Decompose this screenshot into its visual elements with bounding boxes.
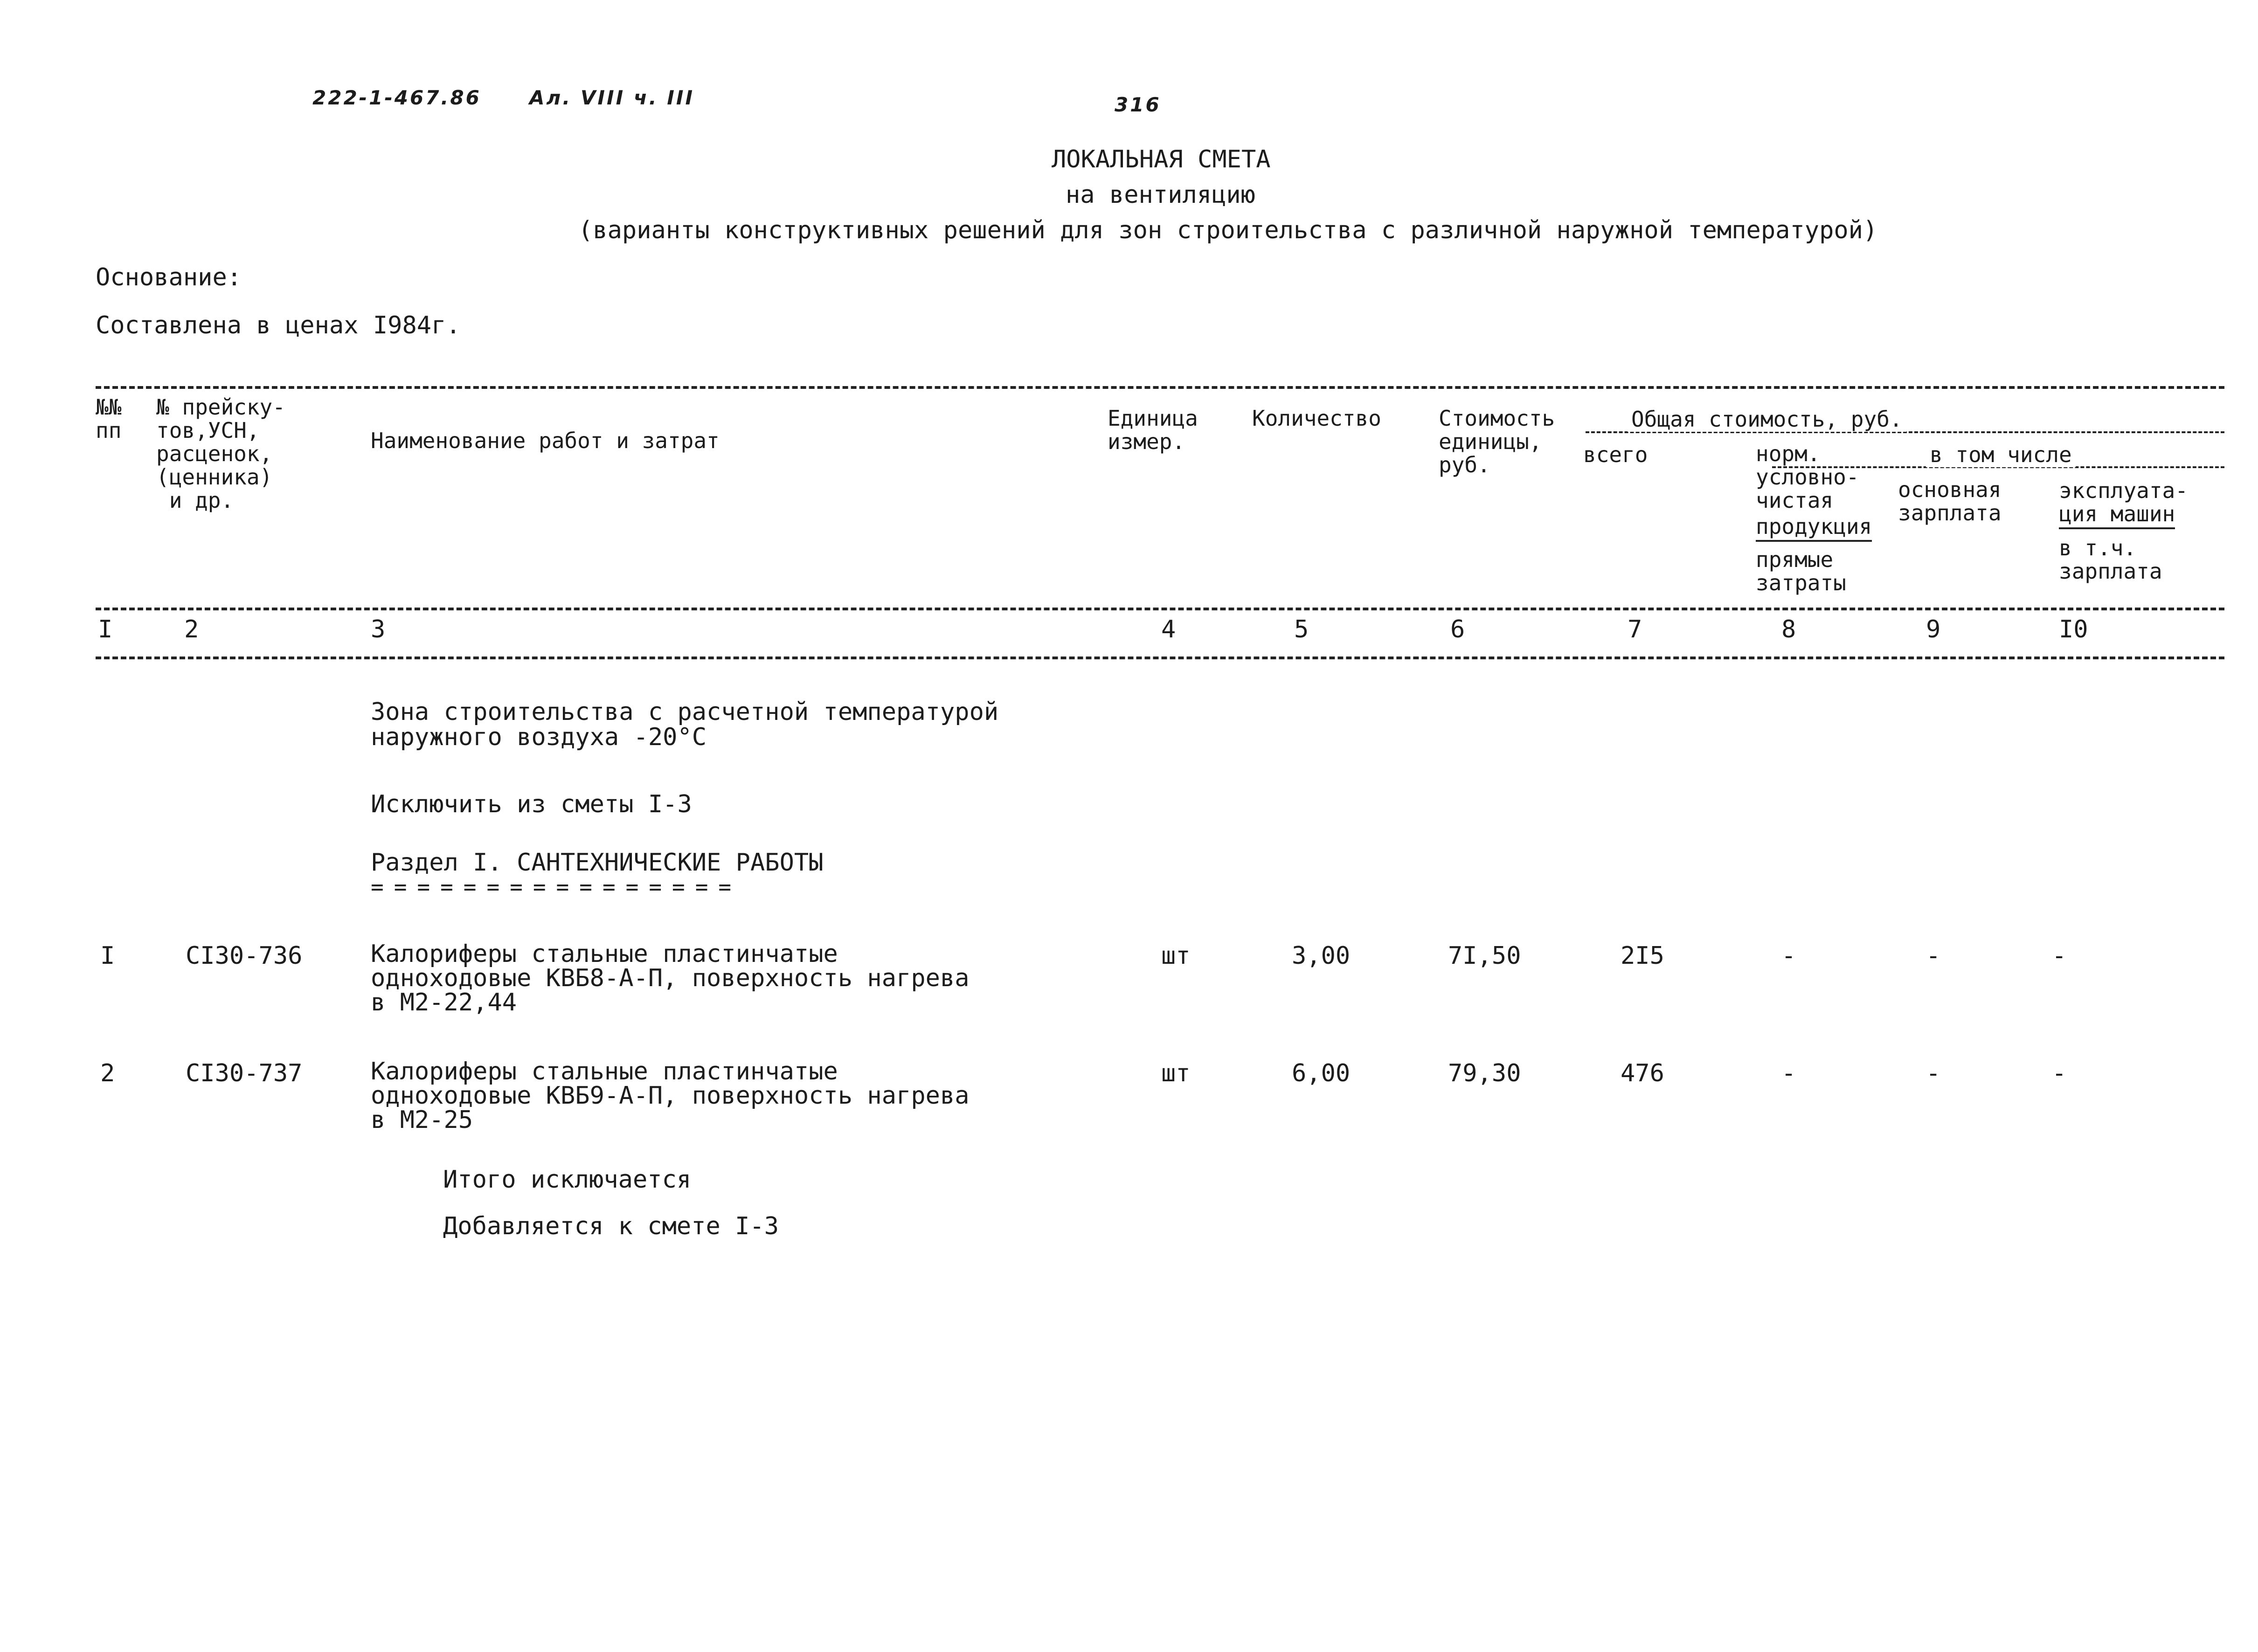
- row-2-col9: -: [1926, 1059, 1941, 1087]
- col-number-4: 4: [1161, 615, 1176, 643]
- header-col-base-salary: основная зарплата: [1898, 477, 2002, 525]
- row-1-name: Калориферы стальные пластинчатые одноходовые КВБ8-А-П, поверхность нагрева в М2-22,44: [371, 940, 970, 1016]
- col-number-3: 3: [371, 615, 386, 643]
- header-col-quantity: Количество: [1252, 406, 1381, 431]
- col-number-5: 5: [1294, 615, 1309, 643]
- row-2-col8: -: [1781, 1059, 1796, 1087]
- header-col-norm-product: норм. условно- чистая: [1756, 441, 1859, 513]
- row-1-total: 2I5: [1621, 942, 1664, 970]
- numbers-bottom-rule: [96, 657, 2224, 659]
- section-title-underline: ================: [371, 874, 742, 899]
- prices-line: Составлена в ценах I984г.: [96, 311, 461, 339]
- col-number-7: 7: [1628, 615, 1642, 643]
- header-col-unit: Единица измер.: [1108, 406, 1198, 454]
- header-col-direct-costs: прямые затраты: [1756, 547, 1846, 595]
- row-2-number: 2: [100, 1059, 115, 1087]
- row-1-unit-cost: 7I,50: [1448, 942, 1521, 970]
- header-col-machine-op: эксплуата-: [2059, 478, 2188, 503]
- document-description: (варианты конструктивных решений для зон строительства с различной наружной температурой): [578, 216, 1878, 244]
- document-title: ЛОКАЛЬНАЯ СМЕТА: [1052, 145, 1271, 173]
- row-1-quantity: 3,00: [1292, 942, 1351, 970]
- page-number: 316: [1115, 93, 1161, 116]
- basis-label: Основание:: [96, 263, 242, 291]
- row-2-code: СI30-737: [186, 1059, 303, 1087]
- header-including: в том числе: [1926, 442, 2076, 467]
- added-to-estimate: Добавляется к смете I-3: [443, 1212, 779, 1240]
- header-col-norm-product-underlined: продукция: [1756, 514, 1872, 542]
- row-1-col9: -: [1926, 942, 1941, 970]
- col-number-8: 8: [1781, 615, 1796, 643]
- header-bottom-rule: [96, 608, 2224, 610]
- header-col-unit-cost: Стоимость единицы, руб.: [1439, 406, 1555, 477]
- zone-description: Зона строительства с расчетной температурой наружного воздуха -20°С: [371, 698, 999, 751]
- row-1-col8: -: [1781, 942, 1796, 970]
- total-excluded: Итого исключается: [443, 1166, 692, 1194]
- col-number-1: I: [98, 615, 113, 643]
- section-title: Раздел I. САНТЕХНИЧЕСКИЕ РАБОТЫ: [371, 849, 824, 877]
- table-top-rule: [96, 386, 2224, 389]
- row-2-unit: шт: [1161, 1059, 1191, 1087]
- col-number-6: 6: [1450, 615, 1465, 643]
- col-number-9: 9: [1926, 615, 1941, 643]
- header-col-machine-op-underlined: ция машин: [2059, 501, 2175, 529]
- row-1-unit: шт: [1161, 942, 1191, 970]
- row-1-col10: -: [2052, 942, 2067, 970]
- header-col-work-name: Наименование работ и затрат: [371, 428, 720, 453]
- header-col-price-ref: № прейску- тов,УСН, расценок, (ценника) и др.: [156, 394, 285, 513]
- document-code: 222-1-467.86: [312, 86, 481, 109]
- header-col-machine-salary: в т.ч. зарплата: [2059, 535, 2162, 584]
- row-2-quantity: 6,00: [1292, 1059, 1351, 1087]
- row-2-name: Калориферы стальные пластинчатые одноходовые КВБ9-А-П, поверхность нагрева в М2-25: [371, 1058, 970, 1134]
- row-2-col10: -: [2052, 1059, 2067, 1087]
- album-reference: Ал. VIII ч. III: [529, 86, 695, 109]
- header-col-number: №№ пп: [96, 394, 122, 443]
- col-number-10: I0: [2059, 615, 2088, 643]
- header-col-total: всего: [1583, 442, 1648, 467]
- header-total-cost: Общая стоимость, руб.: [1628, 407, 1906, 432]
- row-2-total: 476: [1621, 1059, 1664, 1087]
- exclude-instruction: Исключить из сметы I-3: [371, 790, 692, 818]
- document-subtitle: на вентиляцию: [1066, 181, 1255, 209]
- row-1-code: СI30-736: [186, 942, 303, 970]
- row-2-unit-cost: 79,30: [1448, 1059, 1521, 1087]
- row-1-number: I: [100, 942, 115, 970]
- col-number-2: 2: [184, 615, 199, 643]
